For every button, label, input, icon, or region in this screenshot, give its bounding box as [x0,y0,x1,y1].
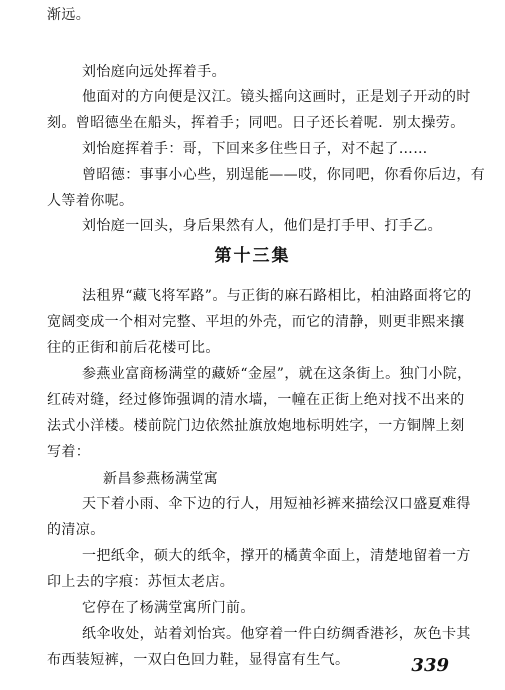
text-line: 刘怡庭向远处挥着手。 [82,64,226,80]
paragraph [0,595,505,621]
paragraph [0,213,505,239]
text-line: 往的正街和前后花楼可比。 [47,340,220,356]
paragraph [0,136,505,162]
text-line: 法租界“藏飞将军路”。与正街的麻石路相比，柏油路面将它的 [82,288,472,304]
text-line: 布西装短裤，一双白色回力鞋，显得富有生气。 [47,652,350,668]
paragraph [0,361,505,465]
plaque-inscription [0,466,505,492]
text-line: 渐远。 [47,7,91,23]
text-line: 一把纸伞，硕大的纸伞，撑开的橘黄伞面上，清楚地留着一方 [82,548,471,564]
text-line: 参燕业富商杨满堂的藏娇“金屋”，就在这条街上。独门小院， [82,366,472,382]
text-line: 法式小洋楼。楼前院门边依然扯旗放炮地标明姓字，一方铜牌上刻 [47,418,465,434]
text-line: 天下着小雨、伞下边的行人，用短袖衫裤来描绘汉口盛夏难得 [82,496,471,512]
text-line: 纸伞收处，站着刘怡宾。他穿着一件白纺绸香港衫，灰色卡其 [82,626,471,642]
paragraph [0,84,505,136]
text-line: 写着： [47,444,91,460]
text-line: 红砖对缝，经过修饰强调的清水墙，一幢在正街上绝对找不出来的 [47,392,465,408]
text-line: 他面对的方向便是汉江。镜头摇向这画时，正是划子开动的时 [82,89,471,105]
text-line: 印上去的字痕：苏恒太老店。 [47,574,235,590]
paragraph [0,543,505,595]
page-number: 339 [411,655,449,676]
paragraph [0,491,505,543]
text-line: 的清凉。 [47,522,105,538]
text-line: 刻。曾昭德坐在船头，挥着手；同吧。日子还长着呢．别太操劳。 [47,115,465,131]
text-line: 刘怡庭一回头，身后果然有人，他们是打手甲、打手乙。 [82,218,442,234]
paragraph [0,283,505,361]
text-line: 宽阔变成一个相对完整、平坦的外壳，而它的清静，则更非熙来攘 [47,314,465,330]
paragraph-continuation [0,2,505,28]
chapter-title: 第十三集 [214,246,291,266]
text-line: 刘怡庭挥着手：哥，下回来多住些日子，对不起了…… [82,141,428,157]
paragraph [0,59,505,85]
text-line: 它停在了杨满堂寓所门前。 [82,600,255,616]
text-line: 人等着你呢。 [47,193,134,209]
paragraph [0,162,505,214]
text-line: 新昌参燕杨满堂寓 [103,471,219,487]
text-line: 曾昭德：事事小心些，别逞能——哎，你同吧，你看你后边，有 [82,167,486,183]
